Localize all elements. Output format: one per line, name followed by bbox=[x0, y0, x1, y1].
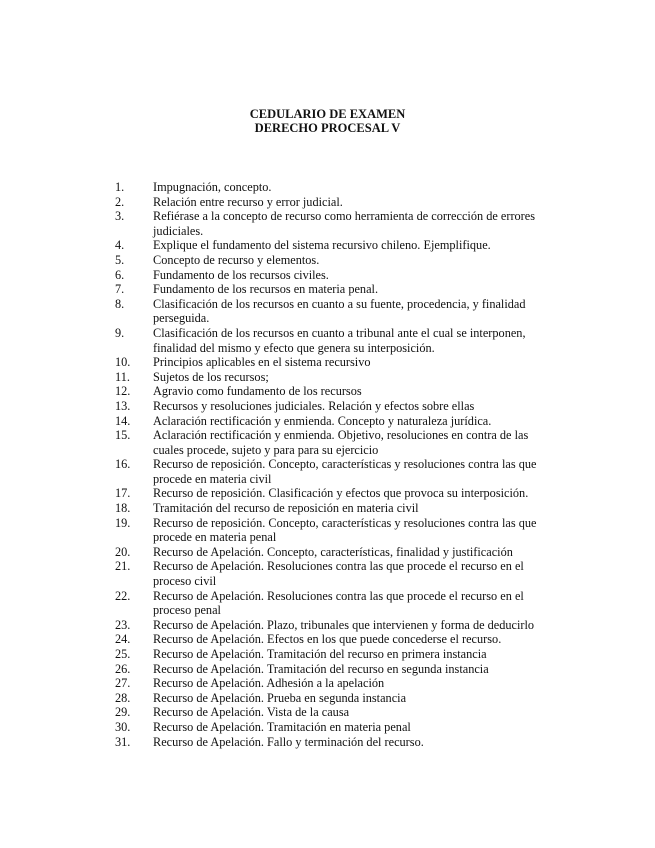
item-number: 17. bbox=[115, 486, 131, 501]
item-number: 1. bbox=[115, 180, 125, 194]
list-item bbox=[115, 662, 555, 677]
item-number: 14. bbox=[115, 413, 131, 428]
list-item bbox=[115, 238, 555, 253]
item-number: 27. bbox=[115, 676, 131, 691]
document-title bbox=[0, 108, 655, 135]
list-item bbox=[115, 253, 555, 268]
item-text: Recurso de reposición. Concepto, características y resoluciones contra las que procede en materia civil bbox=[153, 457, 537, 486]
item-number: 28. bbox=[115, 690, 131, 705]
item-text: Recurso de Apelación. Fallo y terminación del recurso. bbox=[153, 734, 424, 749]
item-text: Recurso de Apelación. Prueba en segunda instancia bbox=[153, 690, 407, 705]
item-number: 18. bbox=[115, 501, 131, 516]
item-text: Clasificación de los recursos en cuanto a tribunal ante el cual se interponen, finalidad del mismo y efecto que genera su interposición. bbox=[153, 325, 526, 355]
title-line-2: DERECHO PROCESAL V bbox=[254, 120, 401, 135]
list-item bbox=[115, 180, 555, 195]
item-number: 9. bbox=[115, 325, 125, 340]
item-text: Impugnación, concepto. bbox=[153, 180, 272, 194]
item-text: Recurso de Apelación. Tramitación del recurso en segunda instancia bbox=[153, 661, 489, 676]
item-number: 11. bbox=[115, 369, 130, 384]
item-number: 25. bbox=[115, 647, 131, 661]
list-item bbox=[115, 195, 555, 210]
item-text: Recurso de Apelación. Tramitación del recurso en primera instancia bbox=[153, 647, 487, 661]
list-item bbox=[115, 691, 555, 706]
item-text: Tramitación del recurso de reposición en materia civil bbox=[153, 501, 419, 516]
list-item bbox=[115, 559, 555, 588]
list-item bbox=[115, 384, 555, 399]
item-number: 15. bbox=[115, 428, 131, 443]
item-text: Refiérase a la concepto de recurso como herramienta de corrección de errores judiciales. bbox=[153, 209, 536, 238]
list-item bbox=[115, 268, 555, 283]
list-item bbox=[115, 589, 555, 618]
item-text: Principios aplicables en el sistema recursivo bbox=[153, 355, 371, 370]
item-text: Recurso de Apelación. Resoluciones contra las que procede el recurso en el proceso penal bbox=[153, 588, 524, 618]
list-item bbox=[115, 209, 555, 238]
list-item bbox=[115, 705, 555, 720]
list-item bbox=[115, 618, 555, 633]
item-number: 3. bbox=[115, 209, 125, 224]
item-number: 26. bbox=[115, 661, 131, 676]
list-item bbox=[115, 326, 555, 355]
list-item bbox=[115, 735, 555, 750]
list-item bbox=[115, 501, 555, 516]
item-number: 7. bbox=[115, 282, 125, 297]
item-text: Fundamento de los recursos en materia penal. bbox=[153, 282, 379, 297]
item-text: Recurso de Apelación. Vista de la causa bbox=[153, 705, 350, 720]
item-text: Recurso de Apelación. Tramitación en materia penal bbox=[153, 719, 411, 734]
item-number: 6. bbox=[115, 267, 125, 282]
item-text: Recurso de reposición. Concepto, características y resoluciones contra las que procede en materia penal bbox=[153, 515, 537, 545]
list-item bbox=[115, 428, 555, 457]
item-number: 10. bbox=[115, 355, 131, 370]
item-text: Sujetos de los recursos; bbox=[153, 369, 269, 384]
list-item bbox=[115, 545, 555, 560]
item-text: Recurso de Apelación. Resoluciones contra las que procede el recurso en el proceso civil bbox=[153, 559, 524, 589]
item-text: Recurso de reposición. Clasificación y efectos que provoca su interposición. bbox=[153, 486, 529, 501]
question-list bbox=[115, 180, 555, 749]
item-number: 23. bbox=[115, 617, 131, 632]
list-item bbox=[115, 676, 555, 691]
item-number: 22. bbox=[115, 588, 131, 603]
item-number: 8. bbox=[115, 296, 125, 311]
item-number: 2. bbox=[115, 194, 125, 209]
item-text: Aclaración rectificación y enmienda. Concepto y naturaleza jurídica. bbox=[153, 413, 492, 428]
item-number: 21. bbox=[115, 559, 131, 574]
list-item bbox=[115, 647, 555, 662]
item-text: Explique el fundamento del sistema recursivo chileno. Ejemplifique. bbox=[153, 238, 491, 253]
item-number: 20. bbox=[115, 544, 131, 559]
list-item bbox=[115, 370, 555, 385]
item-number: 30. bbox=[115, 719, 131, 734]
item-number: 31. bbox=[115, 734, 131, 749]
item-text: Recurso de Apelación. Efectos en los que puede concederse el recurso. bbox=[153, 632, 502, 647]
list-item bbox=[115, 297, 555, 326]
item-number: 5. bbox=[115, 252, 125, 267]
list-item bbox=[115, 355, 555, 370]
item-text: Agravio como fundamento de los recursos bbox=[153, 384, 362, 399]
list-item bbox=[115, 399, 555, 414]
list-item bbox=[115, 486, 555, 501]
item-text: Recursos y resoluciones judiciales. Relación y efectos sobre ellas bbox=[153, 398, 475, 413]
list-item bbox=[115, 282, 555, 297]
list-item bbox=[115, 720, 555, 735]
item-text: Recurso de Apelación. Plazo, tribunales que intervienen y forma de deducirlo bbox=[153, 617, 535, 632]
item-text: Fundamento de los recursos civiles. bbox=[153, 267, 329, 282]
item-text: Relación entre recurso y error judicial. bbox=[153, 194, 343, 209]
item-text: Clasificación de los recursos en cuanto a su fuente, procedencia, y finalidad perseguida. bbox=[153, 296, 526, 326]
list-item bbox=[115, 632, 555, 647]
item-number: 13. bbox=[115, 398, 131, 413]
item-number: 12. bbox=[115, 384, 131, 399]
item-text: Recurso de Apelación. Concepto, características, finalidad y justificación bbox=[153, 544, 513, 559]
item-number: 19. bbox=[115, 515, 131, 530]
item-number: 4. bbox=[115, 238, 125, 253]
list-item bbox=[115, 457, 555, 486]
title-line-1: CEDULARIO DE EXAMEN bbox=[249, 107, 406, 121]
item-number: 29. bbox=[115, 705, 131, 720]
item-text: Recurso de Apelación. Adhesión a la apelación bbox=[153, 676, 385, 691]
list-item bbox=[115, 414, 555, 429]
item-number: 24. bbox=[115, 632, 131, 647]
list-item bbox=[115, 516, 555, 545]
item-text: Concepto de recurso y elementos. bbox=[153, 252, 320, 267]
item-text: Aclaración rectificación y enmienda. Objetivo, resoluciones en contra de las cuales procede, sujeto y para para su ejercicio bbox=[153, 428, 529, 457]
item-number: 16. bbox=[115, 457, 131, 472]
